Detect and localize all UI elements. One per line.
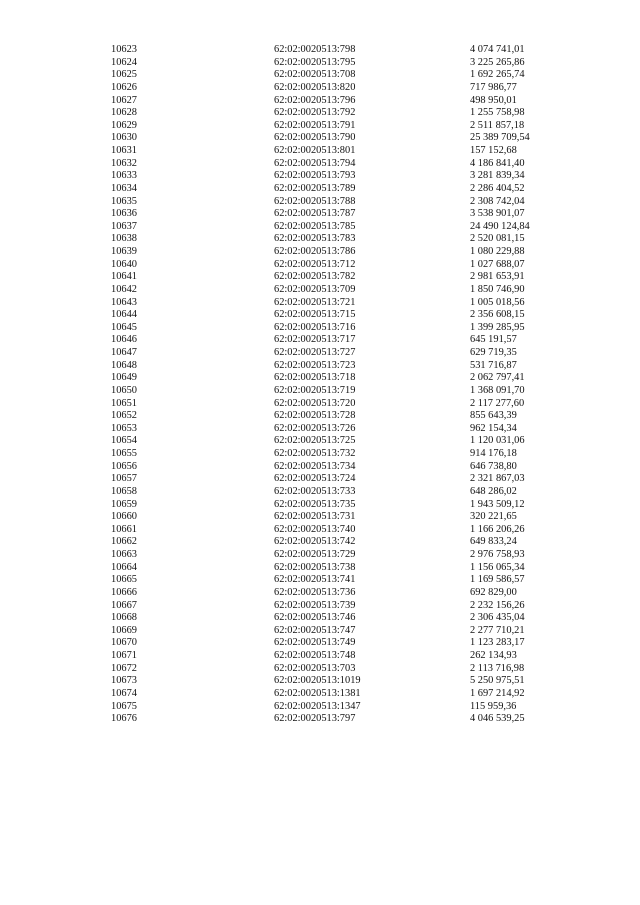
- row-number: 10644: [111, 309, 137, 321]
- row-number: 10628: [111, 107, 137, 119]
- cadastral-number: 62:02:0020513:1381: [274, 687, 361, 699]
- table-row: [111, 612, 591, 625]
- cadastral-value: 2 356 608,15: [470, 309, 525, 321]
- cadastral-value: 1 080 229,88: [470, 246, 525, 257]
- table-row: [111, 372, 591, 385]
- row-number: 10668: [111, 612, 137, 624]
- cadastral-value: 4 186 841,40: [470, 157, 525, 169]
- cadastral-value: 498 950,01: [470, 94, 517, 106]
- cadastral-value: 646 738,80: [470, 460, 517, 472]
- table-row: [111, 259, 591, 272]
- cadastral-value: 4 046 539,25: [470, 713, 525, 725]
- table-row: [111, 549, 591, 562]
- cadastral-value: 2 306 435,04: [470, 612, 525, 624]
- table-row: [111, 663, 591, 676]
- table-row: [111, 650, 591, 663]
- table-row: [111, 221, 591, 234]
- row-number: 10627: [111, 94, 137, 106]
- cadastral-number: 62:02:0020513:729: [274, 549, 356, 560]
- cadastral-value: 1 692 265,74: [470, 69, 525, 81]
- row-number: 10640: [111, 258, 137, 270]
- row-number: 10656: [111, 460, 137, 472]
- row-number: 10634: [111, 182, 137, 194]
- row-number: 10675: [111, 700, 137, 712]
- cadastral-value: 2 520 081,15: [470, 233, 525, 245]
- cadastral-value: 531 716,87: [470, 359, 517, 371]
- cadastral-number: 62:02:0020513:718: [274, 372, 356, 384]
- table-row: [111, 625, 591, 638]
- row-number: 10650: [111, 384, 137, 396]
- table-row: [111, 297, 591, 310]
- row-number: 10674: [111, 687, 137, 699]
- table-row: [111, 701, 591, 714]
- table-row: [111, 132, 591, 145]
- cadastral-number: 62:02:0020513:785: [274, 220, 356, 232]
- cadastral-value: 1 005 018,56: [470, 296, 525, 308]
- cadastral-number: 62:02:0020513:733: [274, 485, 356, 497]
- table-row: [111, 233, 591, 246]
- cadastral-value: 1 399 285,95: [470, 321, 525, 333]
- table-row: [111, 44, 591, 57]
- row-number: 10645: [111, 321, 137, 333]
- row-number: 10638: [111, 233, 137, 245]
- row-number: 10667: [111, 599, 137, 611]
- cadastral-number: 62:02:0020513:732: [274, 448, 356, 459]
- cadastral-number: 62:02:0020513:703: [274, 662, 356, 674]
- table-row: [111, 347, 591, 360]
- cadastral-number: 62:02:0020513:790: [274, 132, 356, 144]
- row-number: 10651: [111, 397, 137, 409]
- cadastral-number: 62:02:0020513:748: [274, 650, 356, 661]
- row-number: 10653: [111, 422, 137, 434]
- table-row: [111, 107, 591, 120]
- table-row: [111, 398, 591, 411]
- cadastral-number: 62:02:0020513:731: [274, 511, 356, 523]
- row-number: 10662: [111, 536, 137, 548]
- cadastral-number: 62:02:0020513:738: [274, 561, 356, 573]
- cadastral-number: 62:02:0020513:727: [274, 347, 356, 358]
- cadastral-value: 2 232 156,26: [470, 599, 525, 611]
- row-number: 10664: [111, 561, 137, 573]
- table-row: [111, 511, 591, 524]
- row-number: 10636: [111, 208, 137, 220]
- cadastral-number: 62:02:0020513:797: [274, 713, 356, 725]
- cadastral-value: 262 134,93: [470, 650, 517, 661]
- table-row: [111, 574, 591, 587]
- table-row: [111, 713, 591, 726]
- cadastral-number: 62:02:0020513:820: [274, 81, 356, 93]
- table-row: [111, 385, 591, 398]
- cadastral-number: 62:02:0020513:717: [274, 334, 356, 346]
- cadastral-number: 62:02:0020513:721: [274, 296, 356, 308]
- cadastral-number: 62:02:0020513:734: [274, 460, 356, 472]
- cadastral-value: 962 154,34: [470, 422, 517, 434]
- row-number: 10626: [111, 81, 137, 93]
- row-number: 10624: [111, 56, 137, 68]
- cadastral-value: 157 152,68: [470, 145, 517, 156]
- cadastral-number: 62:02:0020513:725: [274, 435, 356, 447]
- table-row: [111, 675, 591, 688]
- cadastral-value: 3 538 901,07: [470, 208, 525, 220]
- table-row: [111, 499, 591, 512]
- cadastral-number: 62:02:0020513:749: [274, 637, 356, 649]
- table-row: [111, 158, 591, 171]
- table-row: [111, 309, 591, 322]
- row-number: 10633: [111, 170, 137, 182]
- cadastral-value-table: [111, 44, 591, 726]
- cadastral-number: 62:02:0020513:724: [274, 473, 356, 485]
- cadastral-number: 62:02:0020513:715: [274, 309, 356, 321]
- row-number: 10657: [111, 473, 137, 485]
- row-number: 10629: [111, 119, 137, 131]
- cadastral-value: 2 277 710,21: [470, 624, 525, 636]
- table-row: [111, 688, 591, 701]
- row-number: 10661: [111, 523, 137, 535]
- cadastral-value: 3 225 265,86: [470, 56, 525, 68]
- row-number: 10625: [111, 69, 137, 81]
- cadastral-number: 62:02:0020513:746: [274, 612, 356, 624]
- cadastral-value: 1 368 091,70: [470, 384, 525, 396]
- cadastral-value: 3 281 839,34: [470, 170, 525, 182]
- row-number: 10652: [111, 410, 137, 422]
- row-number: 10648: [111, 359, 137, 371]
- cadastral-number: 62:02:0020513:793: [274, 170, 356, 182]
- table-row: [111, 145, 591, 158]
- cadastral-value: 1 169 586,57: [470, 574, 525, 586]
- row-number: 10635: [111, 195, 137, 207]
- cadastral-number: 62:02:0020513:735: [274, 498, 356, 510]
- table-row: [111, 82, 591, 95]
- cadastral-number: 62:02:0020513:1347: [274, 700, 361, 712]
- row-number: 10658: [111, 485, 137, 497]
- cadastral-value: 4 074 741,01: [470, 44, 525, 55]
- cadastral-value: 115 959,36: [470, 700, 517, 712]
- table-row: [111, 473, 591, 486]
- row-number: 10654: [111, 435, 137, 447]
- cadastral-number: 62:02:0020513:788: [274, 195, 356, 207]
- row-number: 10671: [111, 650, 137, 661]
- cadastral-value: 1 255 758,98: [470, 107, 525, 119]
- cadastral-value: 717 986,77: [470, 81, 517, 93]
- cadastral-value: 2 286 404,52: [470, 182, 525, 194]
- cadastral-value: 1 120 031,06: [470, 435, 525, 447]
- cadastral-value: 649 833,24: [470, 536, 517, 548]
- cadastral-number: 62:02:0020513:742: [274, 536, 356, 548]
- cadastral-value: 2 113 716,98: [470, 662, 525, 674]
- cadastral-number: 62:02:0020513:782: [274, 271, 356, 283]
- cadastral-value: 648 286,02: [470, 485, 517, 497]
- table-row: [111, 587, 591, 600]
- row-number: 10670: [111, 637, 137, 649]
- table-row: [111, 423, 591, 436]
- row-number: 10641: [111, 271, 137, 283]
- row-number: 10647: [111, 347, 137, 358]
- cadastral-number: 62:02:0020513:720: [274, 397, 356, 409]
- cadastral-number: 62:02:0020513:789: [274, 182, 356, 194]
- cadastral-number: 62:02:0020513:787: [274, 208, 356, 220]
- table-row: [111, 637, 591, 650]
- table-row: [111, 486, 591, 499]
- row-number: 10659: [111, 498, 137, 510]
- cadastral-number: 62:02:0020513:783: [274, 233, 356, 245]
- cadastral-number: 62:02:0020513:794: [274, 157, 356, 169]
- row-number: 10672: [111, 662, 137, 674]
- cadastral-number: 62:02:0020513:741: [274, 574, 356, 586]
- row-number: 10663: [111, 549, 137, 560]
- table-row: [111, 600, 591, 613]
- table-row: [111, 461, 591, 474]
- cadastral-value: 2 321 867,03: [470, 473, 525, 485]
- table-row: [111, 170, 591, 183]
- cadastral-number: 62:02:0020513:736: [274, 586, 356, 598]
- cadastral-number: 62:02:0020513:786: [274, 246, 356, 257]
- row-number: 10649: [111, 372, 137, 384]
- cadastral-value: 1 027 688,07: [470, 258, 525, 270]
- cadastral-number: 62:02:0020513:719: [274, 384, 356, 396]
- cadastral-value: 1 123 283,17: [470, 637, 525, 649]
- cadastral-value: 2 308 742,04: [470, 195, 525, 207]
- cadastral-number: 62:02:0020513:728: [274, 410, 356, 422]
- table-row: [111, 435, 591, 448]
- cadastral-value: 1 166 206,26: [470, 523, 525, 535]
- cadastral-value: 2 062 797,41: [470, 372, 525, 384]
- row-number: 10673: [111, 675, 137, 687]
- cadastral-value: 24 490 124,84: [470, 220, 530, 232]
- row-number: 10646: [111, 334, 137, 346]
- table-row: [111, 334, 591, 347]
- table-row: [111, 536, 591, 549]
- cadastral-number: 62:02:0020513:739: [274, 599, 356, 611]
- cadastral-number: 62:02:0020513:796: [274, 94, 356, 106]
- row-number: 10655: [111, 448, 137, 459]
- table-row: [111, 57, 591, 70]
- cadastral-value: 1 943 509,12: [470, 498, 525, 510]
- cadastral-value: 2 976 758,93: [470, 549, 525, 560]
- cadastral-number: 62:02:0020513:747: [274, 624, 356, 636]
- table-row: [111, 69, 591, 82]
- row-number: 10632: [111, 157, 137, 169]
- table-row: [111, 410, 591, 423]
- cadastral-number: 62:02:0020513:723: [274, 359, 356, 371]
- table-row: [111, 208, 591, 221]
- table-row: [111, 360, 591, 373]
- row-number: 10623: [111, 44, 137, 55]
- cadastral-number: 62:02:0020513:1019: [274, 675, 361, 687]
- cadastral-number: 62:02:0020513:801: [274, 145, 356, 156]
- cadastral-value: 2 981 653,91: [470, 271, 525, 283]
- cadastral-number: 62:02:0020513:708: [274, 69, 356, 81]
- row-number: 10665: [111, 574, 137, 586]
- table-row: [111, 284, 591, 297]
- table-row: [111, 95, 591, 108]
- cadastral-number: 62:02:0020513:795: [274, 56, 356, 68]
- table-row: [111, 246, 591, 259]
- cadastral-number: 62:02:0020513:712: [274, 258, 356, 270]
- row-number: 10676: [111, 713, 137, 725]
- cadastral-number: 62:02:0020513:792: [274, 107, 356, 119]
- row-number: 10642: [111, 283, 137, 295]
- row-number: 10637: [111, 220, 137, 232]
- cadastral-value: 2 117 277,60: [470, 397, 525, 409]
- table-row: [111, 196, 591, 209]
- row-number: 10643: [111, 296, 137, 308]
- cadastral-number: 62:02:0020513:709: [274, 283, 356, 295]
- cadastral-value: 1 156 065,34: [470, 561, 525, 573]
- cadastral-value: 2 511 857,18: [470, 119, 525, 131]
- cadastral-number: 62:02:0020513:740: [274, 523, 356, 535]
- table-row: [111, 448, 591, 461]
- cadastral-value: 25 389 709,54: [470, 132, 530, 144]
- cadastral-number: 62:02:0020513:798: [274, 44, 356, 55]
- cadastral-number: 62:02:0020513:791: [274, 119, 356, 131]
- row-number: 10630: [111, 132, 137, 144]
- row-number: 10631: [111, 145, 137, 156]
- table-row: [111, 524, 591, 537]
- cadastral-value: 914 176,18: [470, 448, 517, 459]
- row-number: 10639: [111, 246, 137, 257]
- table-row: [111, 120, 591, 133]
- cadastral-value: 1 697 214,92: [470, 687, 525, 699]
- table-row: [111, 183, 591, 196]
- table-row: [111, 562, 591, 575]
- cadastral-value: 692 829,00: [470, 586, 517, 598]
- cadastral-value: 629 719,35: [470, 347, 517, 358]
- cadastral-value: 5 250 975,51: [470, 675, 525, 687]
- table-row: [111, 322, 591, 335]
- cadastral-value: 1 850 746,90: [470, 283, 525, 295]
- row-number: 10666: [111, 586, 137, 598]
- cadastral-number: 62:02:0020513:716: [274, 321, 356, 333]
- row-number: 10660: [111, 511, 137, 523]
- cadastral-value: 645 191,57: [470, 334, 517, 346]
- cadastral-value: 855 643,39: [470, 410, 517, 422]
- table-row: [111, 271, 591, 284]
- cadastral-number: 62:02:0020513:726: [274, 422, 356, 434]
- cadastral-value: 320 221,65: [470, 511, 517, 523]
- row-number: 10669: [111, 624, 137, 636]
